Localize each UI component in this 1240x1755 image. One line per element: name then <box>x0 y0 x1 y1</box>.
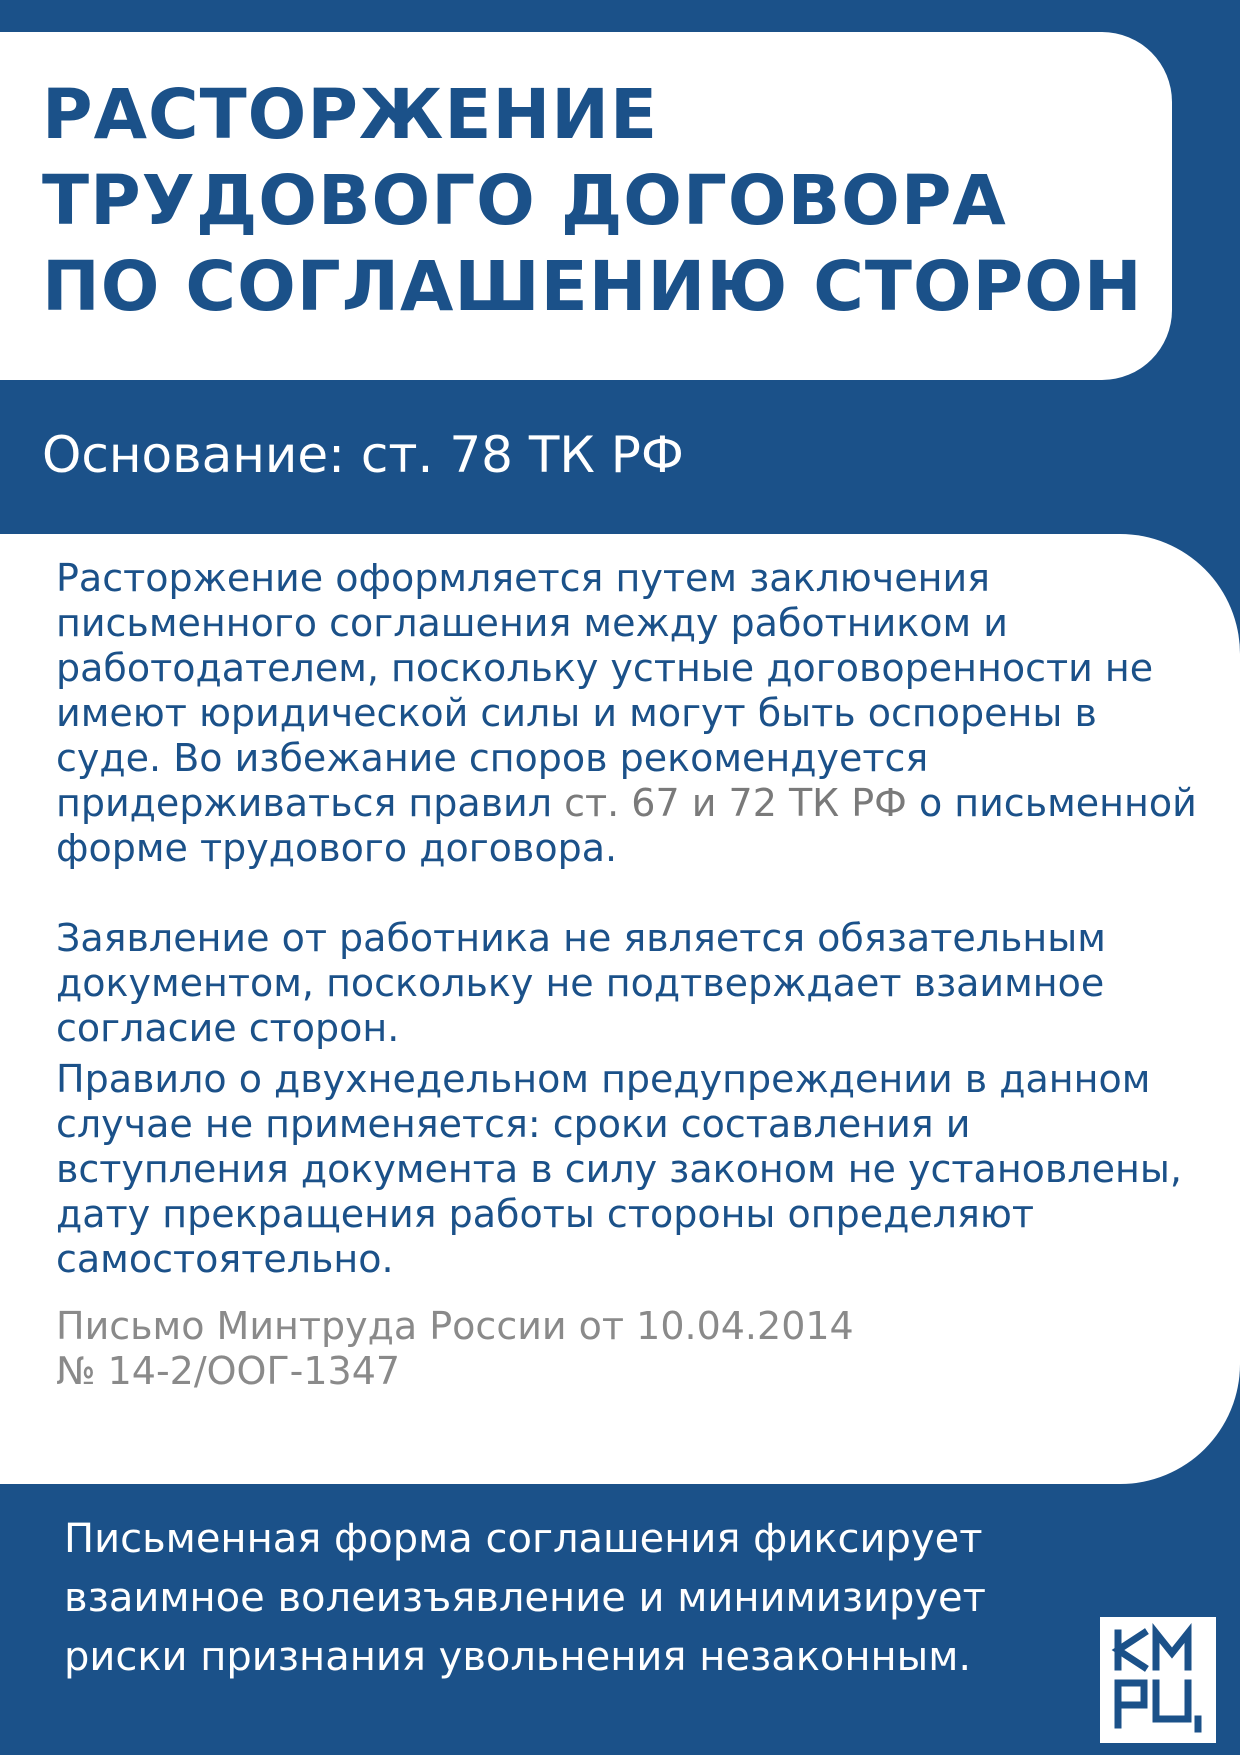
paragraph-written-agreement <box>56 556 1206 871</box>
law-reference: ст. 67 и 72 ТК РФ <box>564 781 907 825</box>
paragraph-application: Заявление от работника не является обязательным документом, поскольку не подтверждает взаимное согласие сторон. <box>56 916 1106 1050</box>
source-line-2: № 14-2/ООГ-1347 <box>56 1349 401 1393</box>
title-line-2: ТРУДОВОГО ДОГОВОРА <box>42 161 1007 241</box>
title-line-3: ПО СОГЛАШЕНИЮ СТОРОН <box>42 247 1143 327</box>
paragraph1-text-after: о письменной форме трудового договора. <box>56 781 1197 870</box>
legal-basis: Основание: ст. 78 ТК РФ <box>42 426 684 484</box>
source-line-1: Письмо Минтруда России от 10.04.2014 <box>56 1304 854 1348</box>
source-citation <box>56 1304 1206 1394</box>
paragraph1-text-before: Расторжение оформляется путем заключения письменного соглашения между работником и работодателем, поскольку устные договоренности не имеют юридической силы и могут быть оспорены в суде. Во избежание споров рекомендуется придерживаться правил <box>56 556 1154 825</box>
kmrc-logo-icon <box>1100 1617 1216 1743</box>
footer-summary: Письменная форма соглашения фиксирует взаимное волеизъявление и минимизирует риски признания увольнения незаконным. <box>64 1516 986 1680</box>
title-line-1: РАСТОРЖЕНИЕ <box>42 75 659 155</box>
page-title <box>42 72 1143 330</box>
body-text <box>56 556 1206 1394</box>
paragraph-notice-rule: Правило о двухнедельном предупреждении в данном случае не применяется: сроки составления и вступления документа в силу законом не установлены, дату прекращения работы стороны определяют самостоятельно. <box>56 1057 1182 1281</box>
